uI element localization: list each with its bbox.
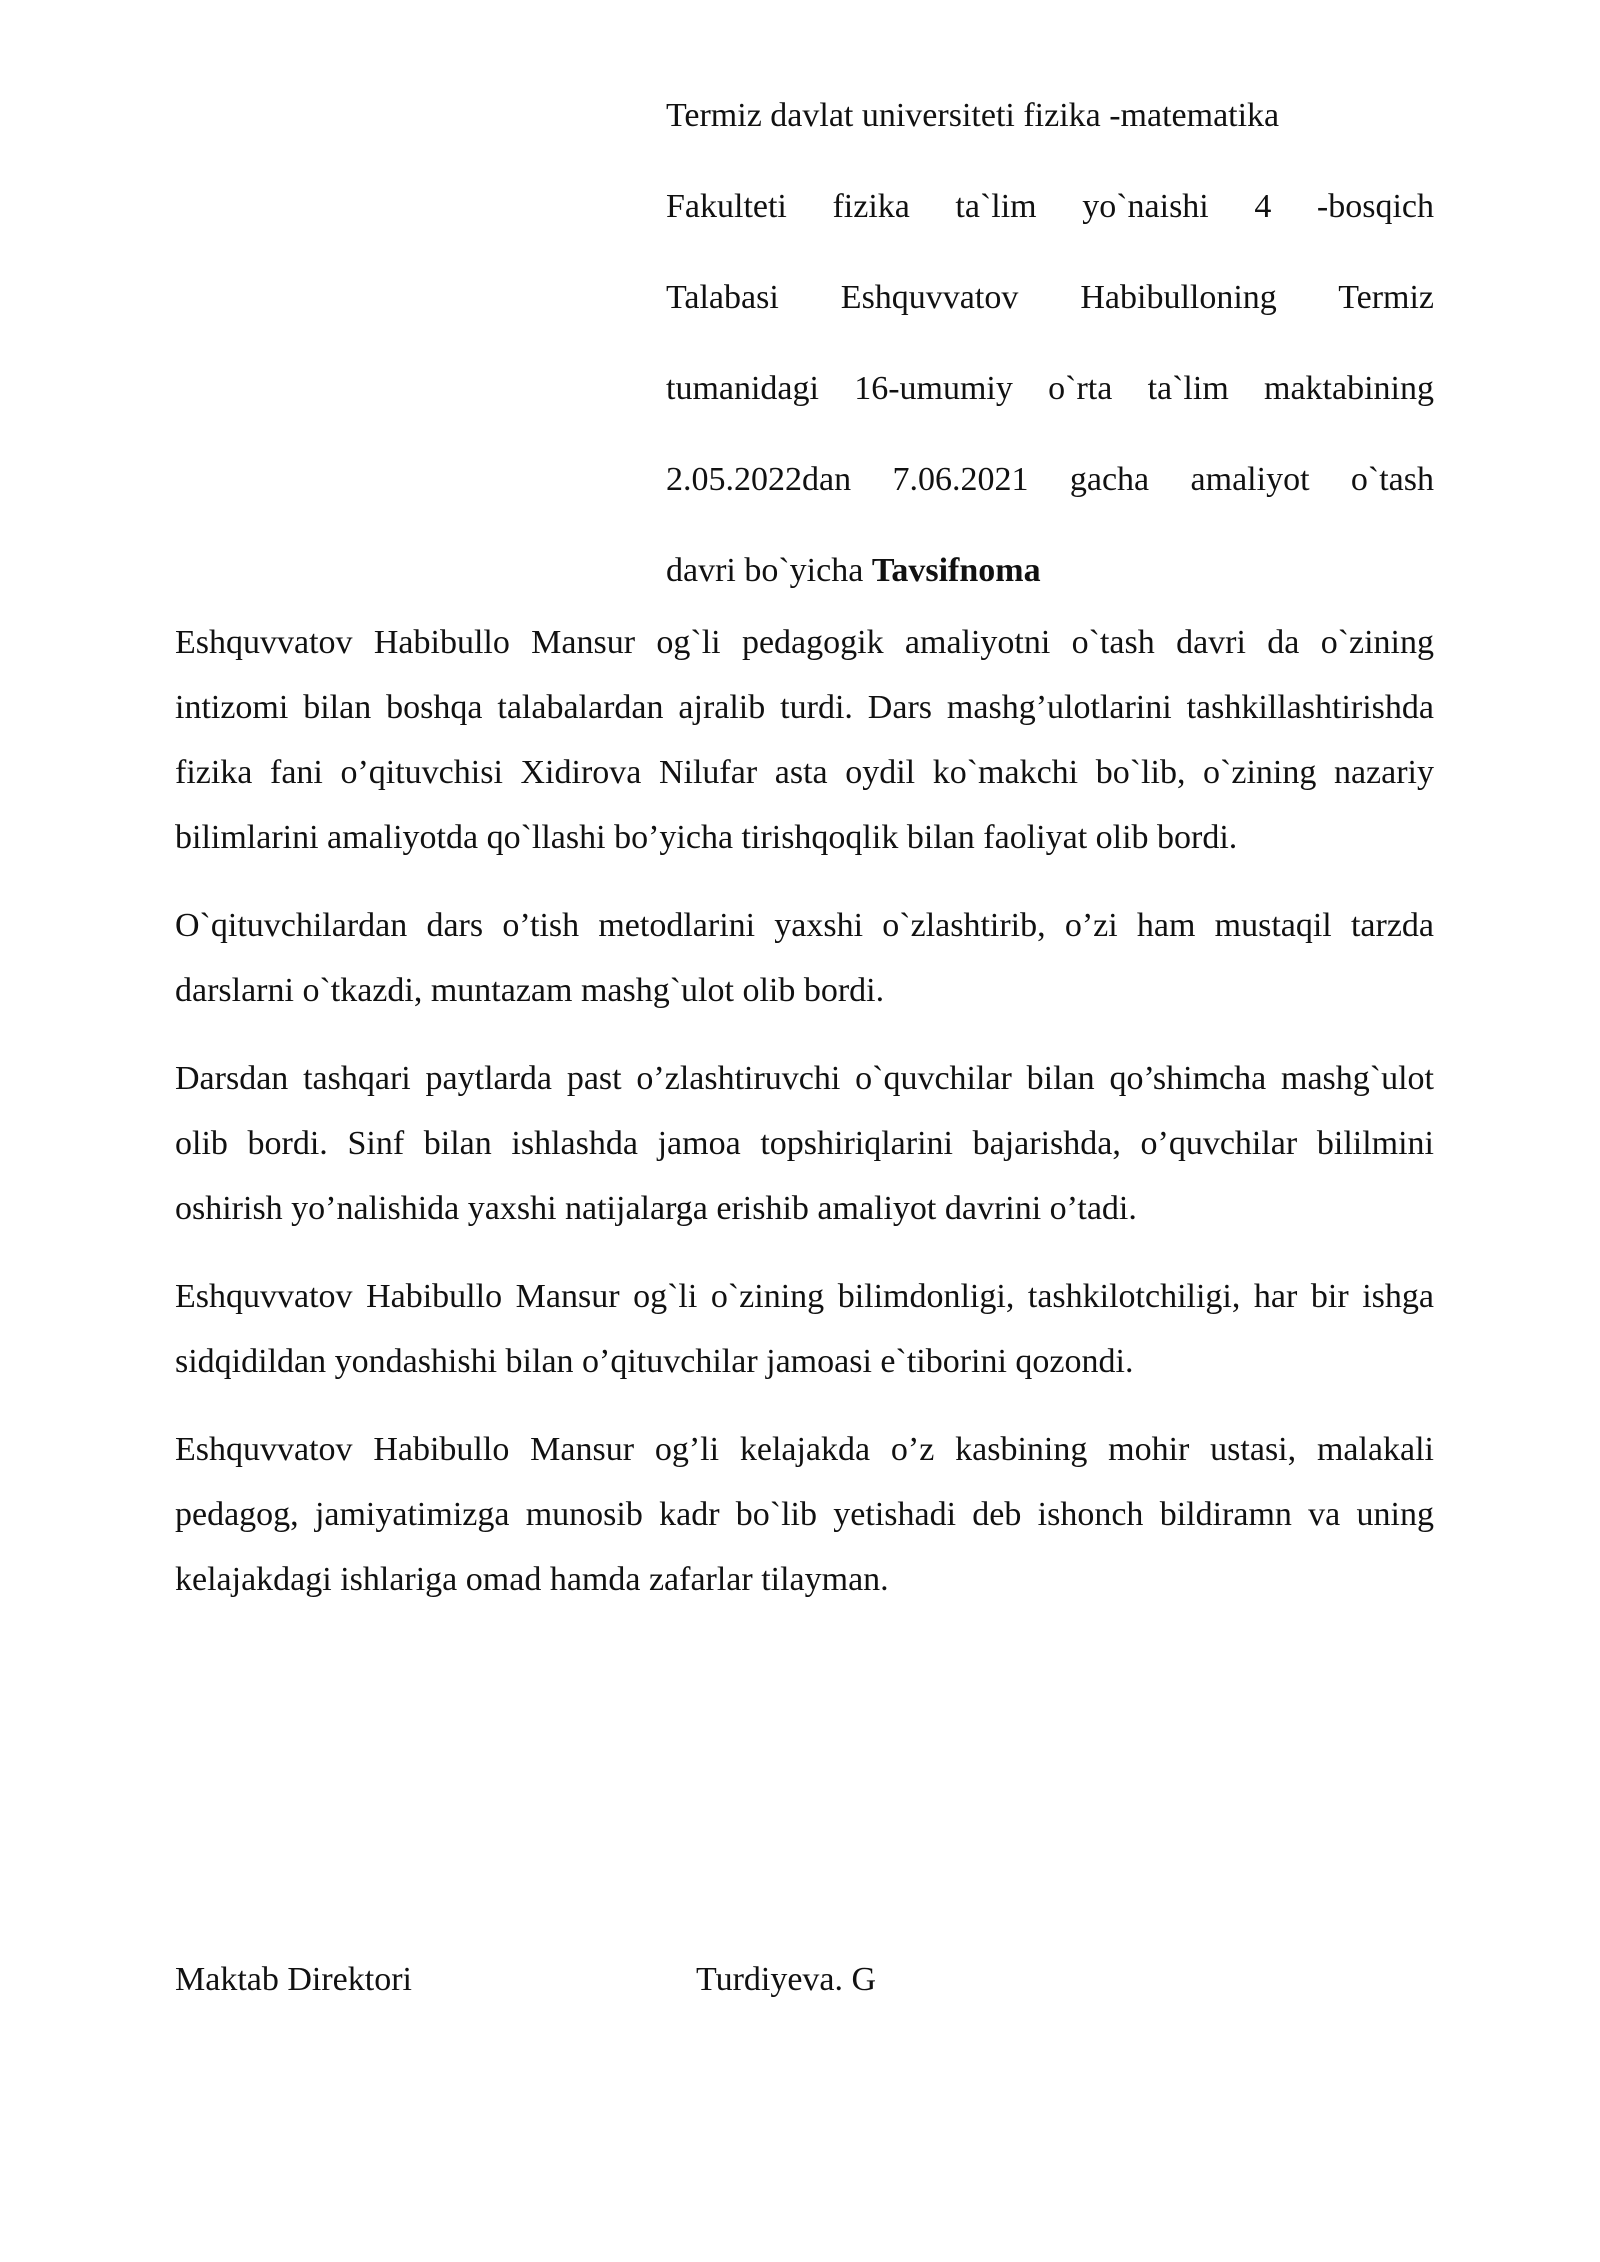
- document-header: [666, 86, 1434, 632]
- header-line-3: Talabasi Eshquvvatov Habibulloning Termiz: [666, 279, 1434, 316]
- body-paragraph-4: Eshquvvatov Habibullo Mansur og`li o`zining bilimdonligi, tashkilotchiligi, har bir ishga sidqidildan yondashishi bilan o’qituvchilar jamoasi e`tiborini qozondi.: [175, 1278, 1434, 1380]
- signature-block: [175, 1950, 1434, 2010]
- body-paragraph-2: O`qituvchilardan dars o’tish metodlarini yaxshi o`zlashtirib, o’zi ham mustaqil tarzda darslarni o`tkazdi, muntazam mashg`ulot olib bordi.: [175, 907, 1434, 1009]
- document-title: Tavsifnoma: [871, 552, 1041, 589]
- signature-name: Turdiyeva. G: [696, 1961, 877, 1998]
- document-body: [175, 610, 1434, 1635]
- body-paragraph-3: Darsdan tashqari paytlarda past o’zlashtiruvchi o`quvchilar bilan qo’shimcha mashg`ulot olib bordi. Sinf bilan ishlashda jamoa topshiriqlarini bajarishda, o’quvchilar bililmini oshirish yo’nalishida yaxshi natijalarga erishib amaliyot davrini o’tadi.: [175, 1060, 1434, 1227]
- header-line-5: 2.05.2022dan 7.06.2021 gacha amaliyot o`tash: [666, 461, 1434, 498]
- header-line-6-prefix: davri bo`yicha: [666, 552, 872, 589]
- header-line-2: Fakulteti fizika ta`lim yo`naishi 4 -bosqich: [666, 188, 1434, 225]
- header-line-4: tumanidagi 16-umumiy o`rta ta`lim maktabining: [666, 370, 1434, 407]
- header-line-1: Termiz davlat universiteti fizika -matematika: [666, 97, 1280, 134]
- signature-role: Maktab Direktori: [175, 1961, 412, 1998]
- body-paragraph-5: Eshquvvatov Habibullo Mansur og’li kelajakda o’z kasbining mohir ustasi, malakali pedagog, jamiyatimizga munosib kadr bo`lib yetishadi deb ishonch bildiramn va uning kelajakdagi ishlariga omad hamda zafarlar tilayman.: [175, 1431, 1434, 1598]
- body-paragraph-1: Eshquvvatov Habibullo Mansur og`li pedagogik amaliyotni o`tash davri da o`zining intizomi bilan boshqa talabalardan ajralib turdi. Dars mashg’ulotlarini tashkillashtirishda fizika fani o’qituvchisi Xidirova Nilufar asta oydil ko`makchi bo`lib, o`zining nazariy bilimlarini amaliyotda qo`llashi bo’yicha tirishqoqlik bilan faoliyat olib bordi.: [175, 624, 1434, 856]
